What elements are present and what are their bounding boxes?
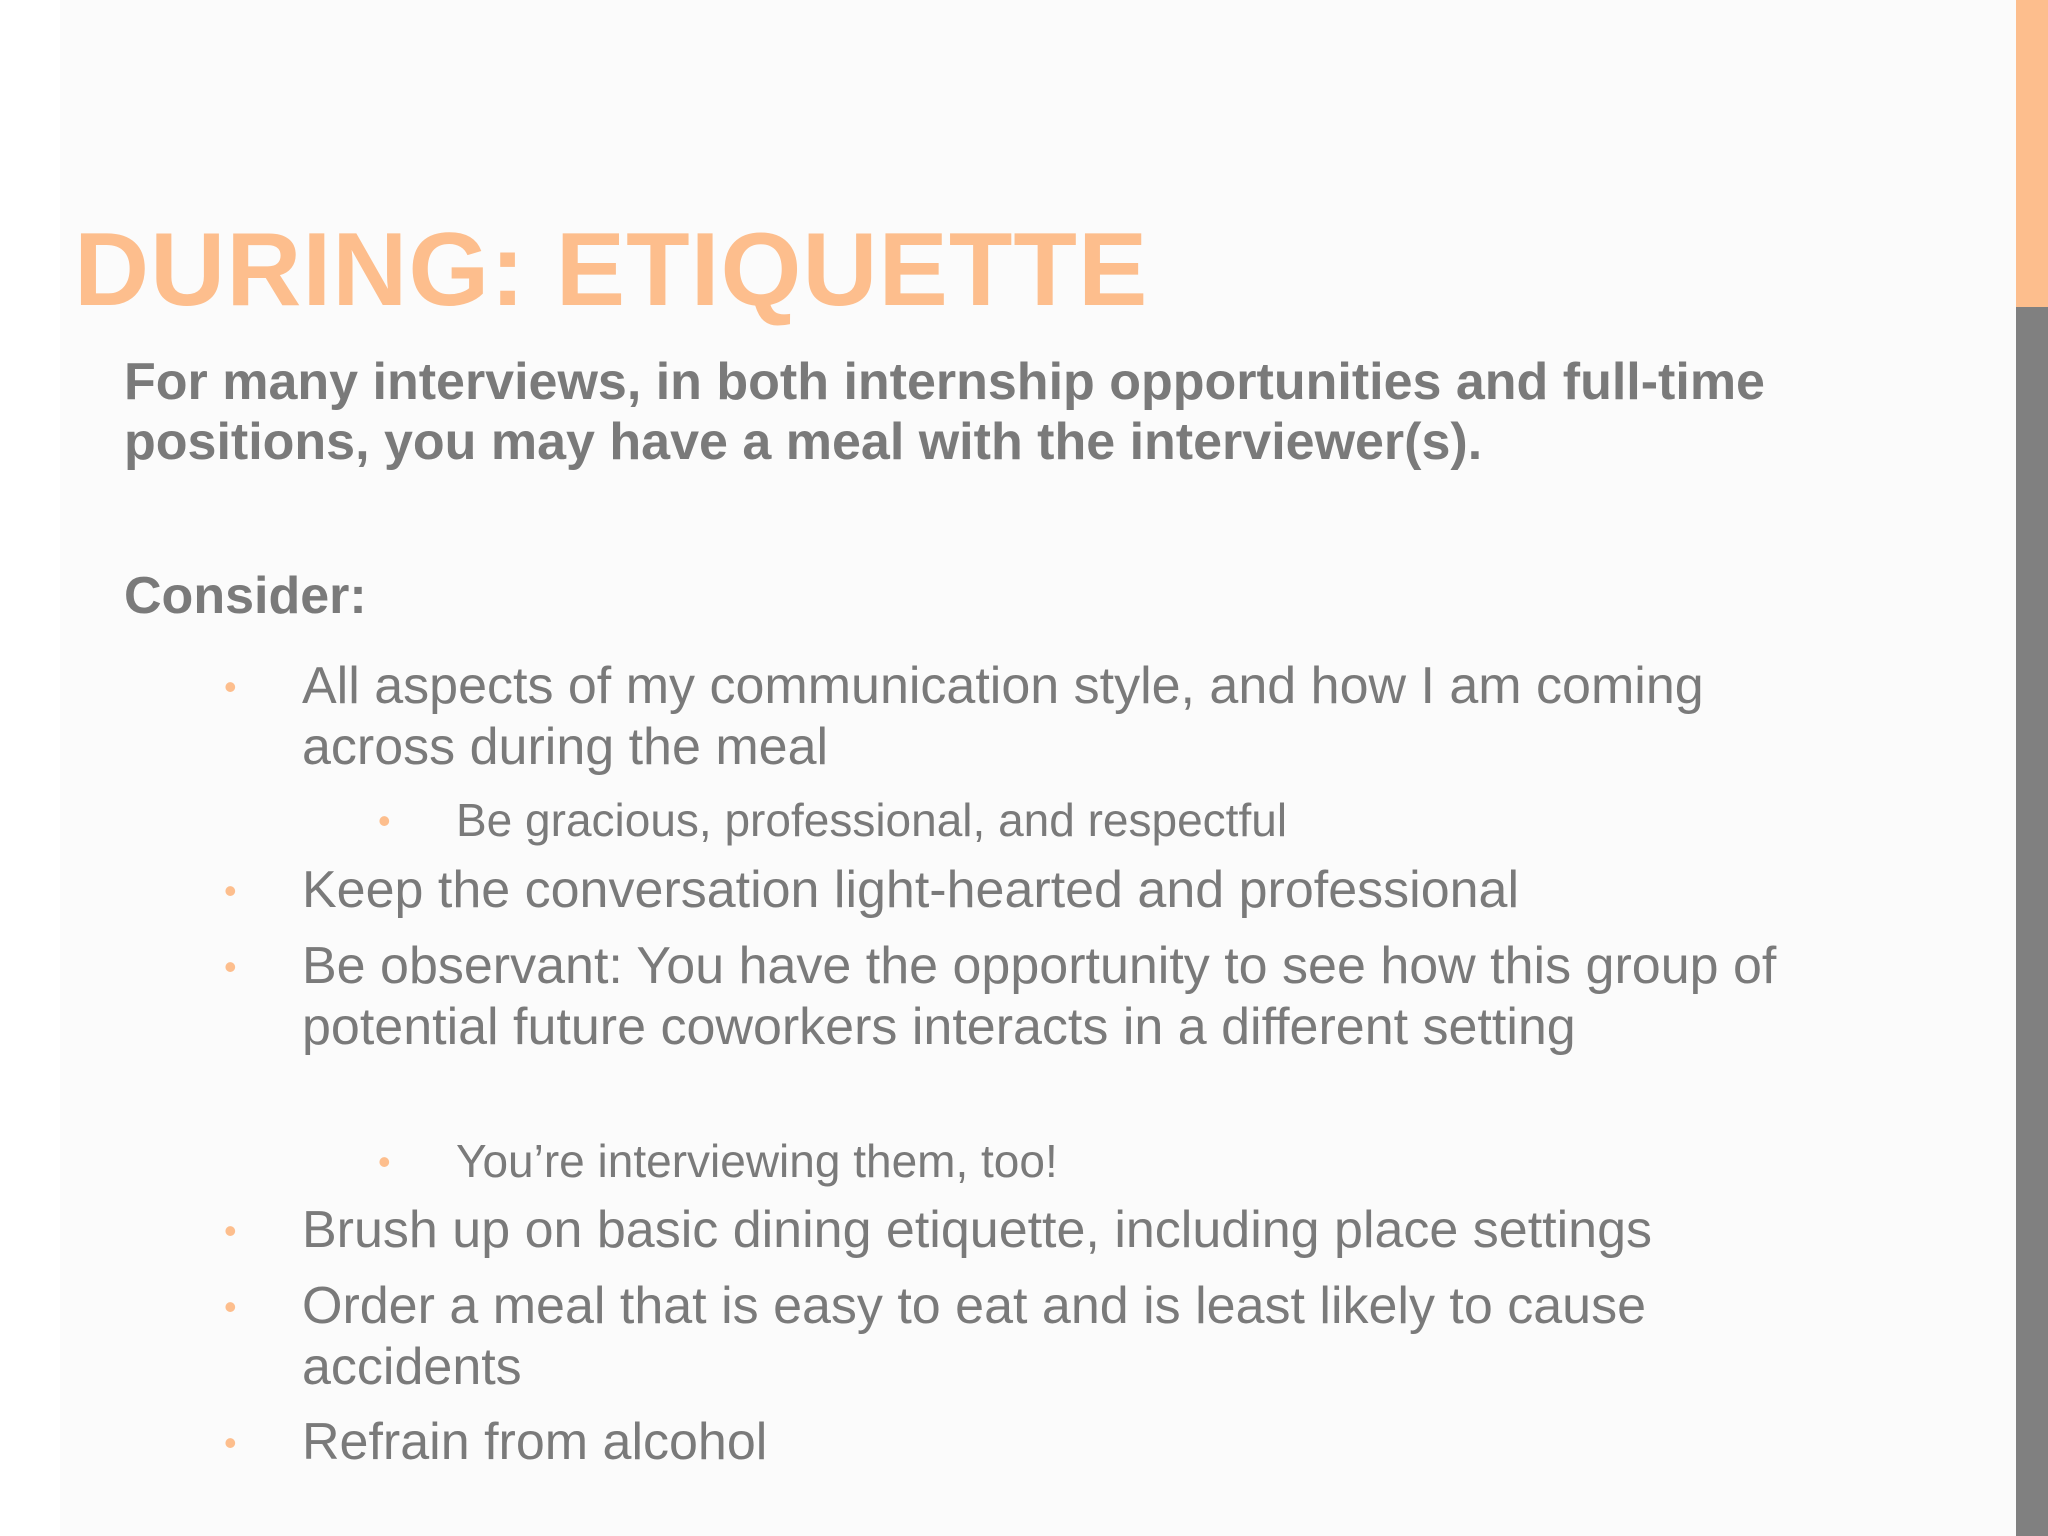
bullet-text: All aspects of my communication style, and how I am coming across during the meal xyxy=(302,657,1704,776)
bullet-icon: • xyxy=(224,1210,237,1251)
bullet-text: Brush up on basic dining etiquette, including place settings xyxy=(302,1201,1652,1259)
bullet-item xyxy=(224,936,1802,1058)
bullet-text: Refrain from alcohol xyxy=(302,1413,768,1471)
slide-title: DURING: ETIQUETTE xyxy=(74,212,1149,328)
bullet-text: Be observant: You have the opportunity to see how this group of potential future coworkers interacts in a different setting xyxy=(302,937,1777,1056)
bullet-text: You’re interviewing them, too! xyxy=(456,1135,1058,1187)
bullet-icon: • xyxy=(378,800,391,841)
bullet-icon: • xyxy=(224,1422,237,1463)
bullet-text: Order a meal that is easy to eat and is least likely to cause accidents xyxy=(302,1277,1647,1396)
bullet-item xyxy=(224,1412,1802,1473)
bullet-icon: • xyxy=(378,1141,391,1182)
bullet-icon: • xyxy=(224,666,237,707)
bullet-item xyxy=(224,1276,1802,1398)
bullet-text: Be gracious, professional, and respectful xyxy=(456,794,1288,846)
bullet-item xyxy=(224,860,1802,921)
bullet-icon: • xyxy=(224,870,237,911)
intro-paragraph: For many interviews, in both internship opportunities and full-time positions, you may have a meal with the interviewer(s). xyxy=(124,353,1765,471)
sub-bullet-item xyxy=(378,792,1856,848)
consider-label: Consider: xyxy=(124,567,367,625)
sub-bullet-item xyxy=(378,1133,1856,1189)
bullet-icon: • xyxy=(224,946,237,987)
bullet-item xyxy=(224,1200,1802,1261)
bullet-icon: • xyxy=(224,1286,237,1327)
accent-bar-gray xyxy=(2016,307,2048,1536)
accent-bar-orange xyxy=(2016,0,2048,307)
bullet-text: Keep the conversation light-hearted and professional xyxy=(302,861,1520,919)
bullet-item xyxy=(224,656,1802,778)
